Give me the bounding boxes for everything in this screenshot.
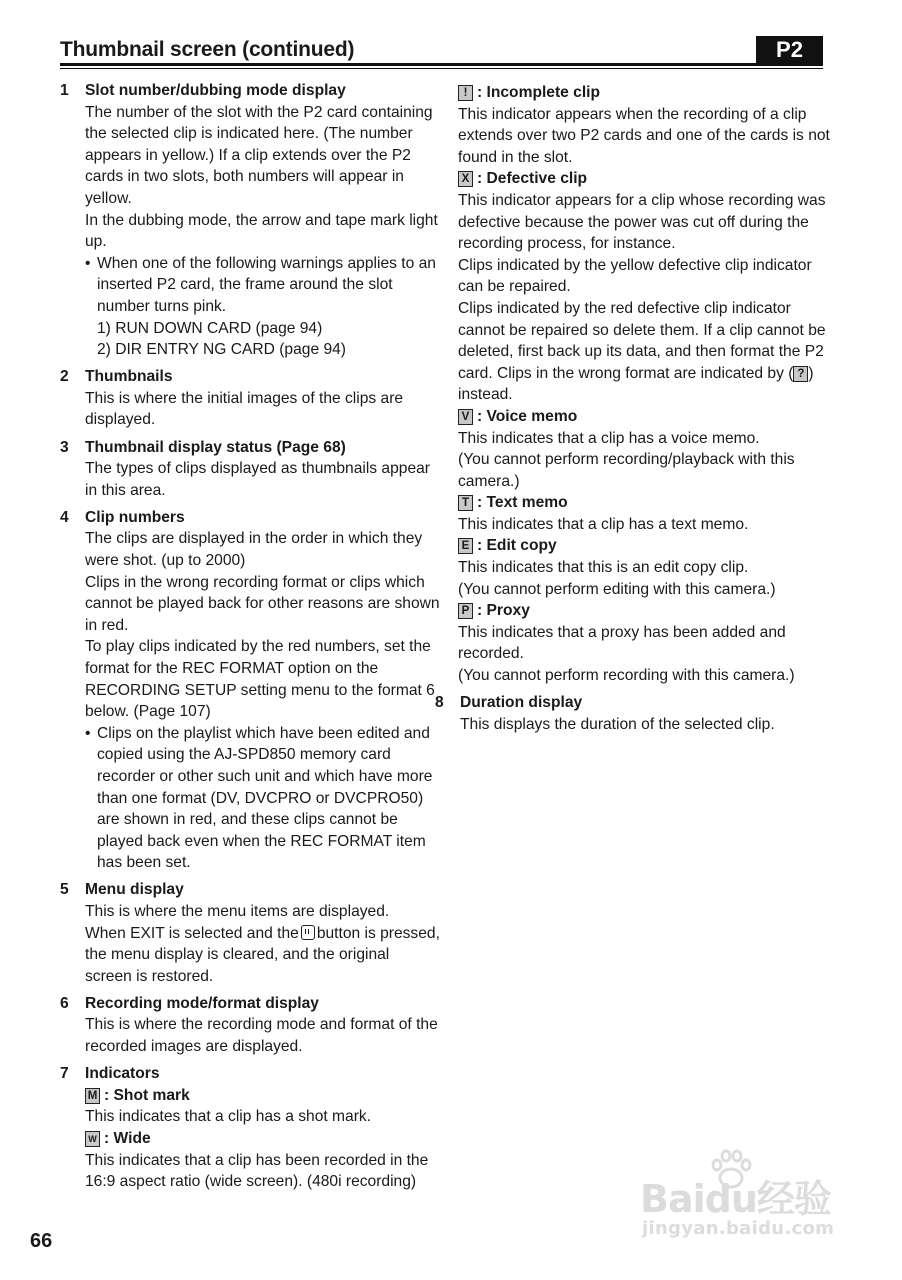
paragraph [85, 923, 440, 988]
paragraph: (You cannot perform recording with this camera.) [458, 667, 795, 685]
section-heading: Indicators [85, 1065, 160, 1083]
indicator-label: : Defective clip [477, 170, 588, 188]
indicator-defective-clip [458, 168, 833, 406]
section-number: 7 [60, 1065, 69, 1083]
watermark-url: jingyan.baidu.com [642, 1218, 835, 1239]
section-number: 8 [435, 694, 444, 712]
page-title: Thumbnail screen (continued) [60, 38, 355, 61]
paragraph [458, 298, 833, 406]
header-rule [60, 63, 823, 66]
pause-button-icon [301, 925, 315, 940]
section-heading: Thumbnails [85, 368, 173, 386]
section-number: 5 [60, 881, 69, 899]
indicator-label: : Voice memo [477, 407, 578, 425]
paragraph: This displays the duration of the selected clip. [460, 715, 775, 733]
paragraph-part: Clips indicated by the red defective clip indicator cannot be repaired so delete them. If a clip cannot be deleted, first back up its data, and then format the P2 card. Clips in the wrong format are indicated by ( [458, 299, 826, 382]
indicator-heading [458, 406, 833, 428]
paragraph-part: ) instead. [458, 364, 814, 404]
indicator-edit-copy [458, 535, 833, 600]
section-number: 3 [60, 438, 69, 456]
bullet-text: • When one of the following warnings applies to an inserted P2 card, the frame around the slot number turns pink. [97, 254, 436, 315]
paragraph: In the dubbing mode, the arrow and tape mark light up. [85, 211, 438, 251]
indicator-text-memo [458, 492, 833, 535]
list-item: 2) DIR ENTRY NG CARD (page 94) [97, 341, 346, 359]
paragraph: The number of the slot with the P2 card containing the selected clip is indicated here. (The number appears in yellow.) If a clip extends over the P2 cards in two slots, both numbers will appear in yellow. [85, 103, 433, 207]
left-column [60, 80, 440, 1198]
indicator-label: : Text memo [477, 494, 568, 512]
watermark-logo: Baidu经验 [640, 1177, 831, 1221]
indicator-label: : Edit copy [477, 537, 557, 555]
section-number: 6 [60, 994, 69, 1012]
right-column [435, 82, 833, 741]
section-heading: Clip numbers [85, 508, 185, 526]
wide-icon: W [85, 1131, 100, 1147]
header-rule-thin [60, 68, 823, 69]
indicator-heading [458, 492, 833, 514]
indicator-voice-memo [458, 406, 833, 492]
paragraph: This indicates that a clip has a shot mark. [85, 1108, 372, 1126]
incomplete-clip-icon: ! [458, 85, 473, 101]
section-slot-number [60, 80, 440, 361]
paragraph: The types of clips displayed as thumbnails appear in this area. [85, 460, 430, 499]
voice-memo-icon: V [458, 409, 473, 425]
paragraph-part: button is pressed, the menu display is cleared, and the original screen is restored. [85, 924, 440, 985]
unknown-format-icon: ? [793, 366, 808, 382]
indicator-shot-mark [85, 1085, 440, 1107]
list-item: 1) RUN DOWN CARD (page 94) [97, 319, 323, 337]
paragraph: This is where the menu items are displayed. [85, 902, 390, 920]
section-heading: Menu display [85, 881, 184, 899]
indicator-heading [458, 535, 833, 557]
paragraph-part: When EXIT is selected and the [85, 924, 299, 942]
shot-mark-icon: M [85, 1088, 100, 1104]
paragraph: Clips in the wrong recording format or clips which cannot be played back for other reasons are shown in red. [85, 573, 440, 634]
section-heading: Thumbnail display status (Page 68) [85, 438, 346, 456]
p2-badge: P2 [756, 36, 823, 64]
section-number: 1 [60, 82, 69, 99]
paragraph: Clips indicated by the yellow defective clip indicator can be repaired. [458, 256, 812, 296]
section-recording-mode [60, 993, 440, 1058]
paragraph: This indicates that this is an edit copy clip. [458, 559, 749, 577]
proxy-icon: P [458, 603, 473, 619]
section-number: 4 [60, 508, 69, 526]
paragraph: This indicates that a proxy has been added and recorded. [458, 623, 786, 663]
section-heading: Slot number/dubbing mode display [85, 82, 346, 99]
section-duration-display [435, 692, 833, 735]
edit-copy-icon: E [458, 538, 473, 554]
indicator-label: : Incomplete clip [477, 84, 601, 101]
bullet-item [85, 253, 440, 361]
baidu-watermark [640, 1148, 850, 1248]
section-number: 2 [60, 368, 69, 386]
indicator-proxy [458, 600, 833, 686]
paragraph: The clips are displayed in the order in which they were shot. (up to 2000) [85, 530, 423, 569]
indicator-wide [85, 1128, 440, 1150]
page-number: 66 [30, 1230, 53, 1252]
paragraph: This indicates that a clip has a voice memo. [458, 429, 760, 447]
paragraph: This is where the recording mode and format of the recorded images are displayed. [85, 1016, 438, 1056]
paragraph: This indicates that a clip has been recorded in the 16:9 aspect ratio (wide screen). (480i recording) [85, 1151, 429, 1191]
bullet-text: • Clips on the playlist which have been edited and copied using the AJ-SPD850 memory card recorder or other such unit and which have more than one format (DV, DVCPRO or DVCPRO50) are shown in red, and these clips cannot be played back even when the REC FORMAT item has been set. [97, 724, 433, 872]
indicator-heading [458, 82, 833, 104]
indicator-incomplete-clip [458, 82, 833, 168]
paragraph: This is where the initial images of the clips are displayed. [85, 389, 404, 429]
paragraph: This indicator appears when the recording of a clip extends over two P2 cards and one of the cards is not found in the slot. [458, 105, 830, 166]
defective-clip-icon: X [458, 171, 473, 187]
indicator-label: : Shot mark [104, 1086, 190, 1104]
indicator-heading [458, 168, 833, 190]
paragraph: (You cannot perform recording/playback with this camera.) [458, 451, 795, 490]
paragraph: This indicates that a clip has a text memo. [458, 515, 749, 533]
indicator-label: : Wide [104, 1129, 151, 1147]
indicator-heading [458, 600, 833, 622]
section-menu-display [60, 879, 440, 987]
indicator-label: : Proxy [477, 602, 530, 620]
section-heading: Duration display [460, 694, 583, 712]
section-clip-numbers [60, 507, 440, 874]
bullet-item [85, 723, 440, 874]
section-indicators [60, 1063, 440, 1193]
paragraph: To play clips indicated by the red numbers, set the format for the REC FORMAT option on the RECORDING SETUP setting menu to the format 6 below. (Page 107) [85, 638, 435, 721]
paragraph: (You cannot perform editing with this camera.) [458, 580, 776, 598]
section-heading: Recording mode/format display [85, 994, 319, 1012]
section-thumbnail-display-status [60, 437, 440, 502]
paragraph: This indicator appears for a clip whose recording was defective because the power was cut off during the recording process, for instance. [458, 191, 826, 253]
text-memo-icon: T [458, 495, 473, 511]
section-thumbnails [60, 366, 440, 431]
